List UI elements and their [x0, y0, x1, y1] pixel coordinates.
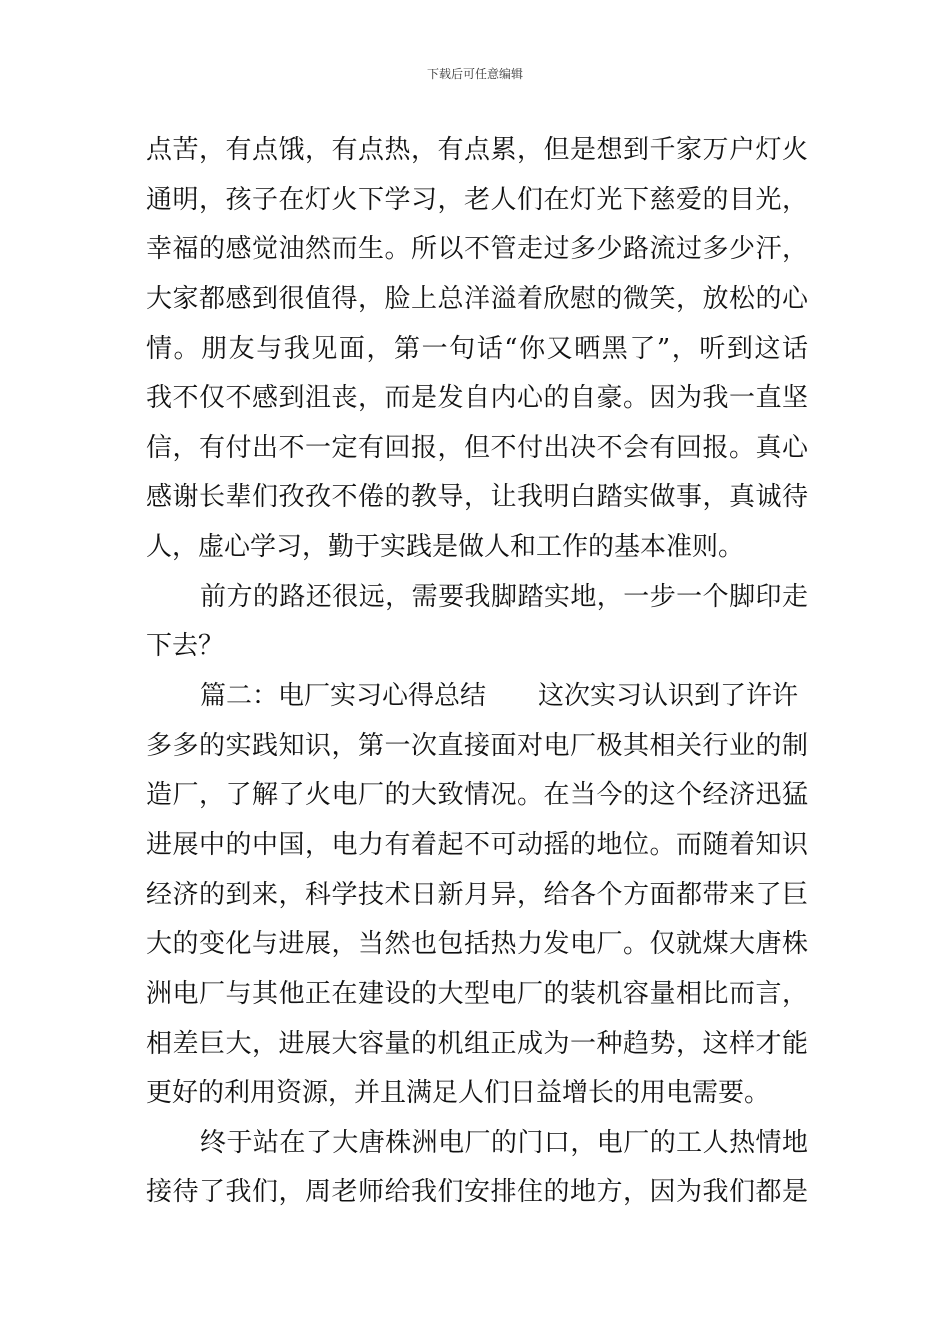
text-line: 大家都感到很值得，脸上总洋溢着欣慰的微笑，放松的心	[146, 283, 808, 314]
page-header: 下载后可任意编辑	[426, 67, 523, 81]
section-heading-line	[146, 672, 808, 722]
text-line: 信，有付出不一定有回报，但不付出决不会有回报。真心	[146, 432, 808, 463]
text-line: 接待了我们，周老师给我们安排住的地方，因为我们都是	[146, 1177, 808, 1208]
text-line: 相差巨大，进展大容量的机组正成为一种趋势，这样才能	[146, 1028, 808, 1059]
paragraph-first-line: 终于站在了大唐株洲电厂的门口，电厂的工人热情地	[200, 1127, 808, 1158]
document-body	[146, 126, 808, 1218]
text-line: 我不仅不感到沮丧，而是发自内心的自豪。因为我一直坚	[146, 383, 808, 414]
text-line: 更好的利用资源，并且满足人们日益增长的用电需要。	[146, 1078, 771, 1109]
section-title: 篇二：电厂实习心得总结	[200, 681, 487, 712]
text-line: 通明，孩子在灯火下学习，老人们在灯光下慈爱的目光，	[146, 184, 808, 215]
paragraph-first-line: 前方的路还很远，需要我脚踏实地，一步一个脚印走	[200, 581, 808, 612]
text-line: 感谢长辈们孜孜不倦的教导，让我明白踏实做事，真诚待	[146, 482, 808, 513]
text-line: 多多的实践知识，第一次直接面对电厂极其相关行业的制	[146, 730, 808, 761]
text-line: 大的变化与进展，当然也包括热力发电厂。仅就煤大唐株	[146, 929, 808, 960]
text-line: 洲电厂与其他正在建设的大型电厂的装机容量相比而言，	[146, 978, 808, 1009]
paragraph-start: 这次实习认识到了许许	[538, 681, 799, 712]
text-line: 造厂，了解了火电厂的大致情况。在当今的这个经济迅猛	[146, 780, 808, 811]
text-line: 点苦，有点饿，有点热，有点累，但是想到千家万户灯火	[146, 135, 808, 165]
text-line: 幸福的感觉油然而生。所以不管走过多少路流过多少汗，	[146, 234, 808, 265]
text-line: 下去？	[146, 631, 225, 662]
text-line: 经济的到来，科学技术日新月异，给各个方面都带来了巨	[146, 879, 808, 910]
text-line: 进展中的中国，电力有着起不可动摇的地位。而随着知识	[146, 829, 808, 860]
text-line: 情。朋友与我见面，第一句话“你又晒黑了”，听到这话	[146, 333, 808, 364]
text-line: 人，虚心学习，勤于实践是做人和工作的基本准则。	[146, 532, 745, 563]
